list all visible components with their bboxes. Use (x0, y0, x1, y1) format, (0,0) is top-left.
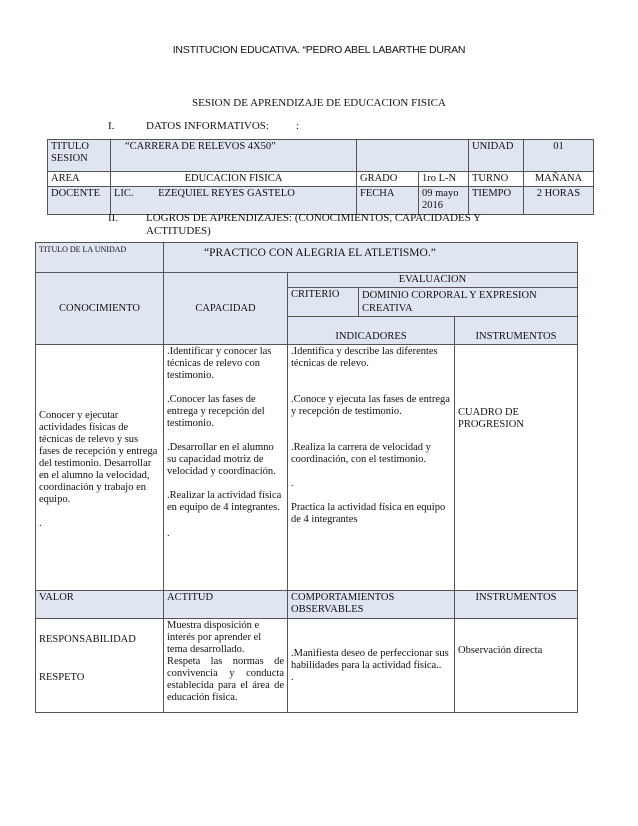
capacidad-item: .Conocer las fases de entrega y recepción del testimonio. (167, 394, 265, 429)
fecha-value: 09 mayo 2016 (419, 187, 469, 215)
capacidad-item: . (167, 528, 170, 539)
capacidad-header: CAPACIDAD (164, 273, 288, 345)
turno-value: MAÑANA (524, 172, 594, 187)
indicadores-cell (288, 345, 455, 591)
turno-label: TURNO (469, 172, 524, 187)
conocimiento-header: CONOCIMIENTO (36, 273, 164, 345)
actitud-item: Respeta las normas de convivencia y conducta establecida para el área de educación física. (167, 656, 284, 703)
info-table (47, 139, 594, 215)
docente-label: DOCENTE (48, 187, 111, 215)
docente-prefix: LIC. (114, 188, 134, 199)
docente-value: EZEQUIEL REYES GASTELO (158, 188, 295, 199)
conocimiento-text: Conocer y ejecutar actividades físicas de técnicas de relevo y sus fases de recepción y entrega del testimonio. Desarrollar en el alumno la velocidad, coordinación y trabajo en equipo. . (36, 345, 164, 591)
valor-responsabilidad: RESPONSABILIDAD (39, 634, 136, 645)
valor-respeto: RESPETO (39, 672, 85, 683)
capacidad-item: .Desarrollar en el alumno su capacidad motriz de velocidad y coordinación. (167, 442, 276, 477)
capacidad-cell (164, 345, 288, 591)
tiempo-value: 2 HORAS (524, 187, 594, 215)
section-2-label: LOGROS DE APRENDIZAJES: (CONOCIMIENTOS, CAPACIDADES Y ACTITUDES) (146, 212, 481, 237)
actitud-item: Muestra disposición e interés por aprender el tema desarrollado. (167, 620, 262, 655)
grado-label: GRADO (357, 172, 419, 187)
instrumentos-header-2: INSTRUMENTOS (455, 591, 578, 619)
capacidad-item: .Identificar y conocer las técnicas de relevo con testimonio. (167, 346, 272, 381)
titulo-spacer (357, 140, 469, 172)
actitudes-cell (164, 619, 288, 713)
section-2-number: II. (108, 212, 119, 224)
institution-header: INSTITUCION EDUCATIVA. “PEDRO ABEL LABARTHE DURAN (172, 44, 466, 56)
unidad-label: UNIDAD (469, 140, 524, 172)
tiempo-label: TIEMPO (469, 187, 524, 215)
capacidad-item: .Realizar la actividad física en equipo de 4 integrantes. (167, 490, 282, 513)
area-value: EDUCACION FISICA (111, 172, 357, 187)
valor-header: VALOR (36, 591, 164, 619)
criterio-header: CRITERIO (288, 288, 359, 317)
instrumento-cuadro: CUADRO DE PROGRESION (455, 345, 578, 591)
area-label: AREA (48, 172, 111, 187)
titulo-label: TITULO SESION (48, 140, 111, 172)
instrumentos-header: INSTRUMENTOS (455, 317, 578, 345)
indicador-item: Practica la actividad física en equipo de 4 integrantes (291, 502, 446, 525)
indicador-item: . (291, 478, 294, 489)
instrumento-observacion: Observación directa (455, 619, 578, 713)
titulo-value: “CARRERA DE RELEVOS 4X50” (111, 140, 357, 172)
evaluacion-header: EVALUACION (288, 273, 578, 288)
unit-label: TITULO DE LA UNIDAD (36, 243, 164, 273)
indicador-item: .Conoce y ejecuta las fases de entrega y recepción de testimonio. (291, 394, 450, 417)
criterio-value: DOMINIO CORPORAL Y EXPRESION CREATIVA (359, 288, 578, 317)
valores-cell (36, 619, 164, 713)
indicadores-header: INDICADORES (288, 317, 455, 345)
section-1-colon: : (296, 120, 300, 132)
learning-table (35, 242, 578, 713)
grado-value: 1ro L-N (419, 172, 469, 187)
unidad-value: 01 (524, 140, 594, 172)
document-title: SESION DE APRENDIZAJE DE EDUCACION FISICA (192, 97, 446, 109)
indicador-item: .Identifica y describe las diferentes técnicas de relevo. (291, 346, 438, 369)
section-1-number: I. (108, 120, 115, 132)
indicador-item: .Realiza la carrera de velocidad y coordinación, con el testimonio. (291, 442, 431, 465)
comportamientos-header: COMPORTAMIENTOS OBSERVABLES (288, 591, 455, 619)
comportamiento-text: .Manifiesta deseo de perfeccionar sus habilidades para la actividad física.. . (288, 619, 455, 713)
fecha-label: FECHA (357, 187, 419, 215)
section-1-label: DATOS INFORMATIVOS: (146, 120, 269, 132)
docente-cell (111, 187, 357, 215)
unit-value: “PRACTICO CON ALEGRIA EL ATLETISMO.” (164, 243, 578, 273)
actitud-header: ACTITUD (164, 591, 288, 619)
